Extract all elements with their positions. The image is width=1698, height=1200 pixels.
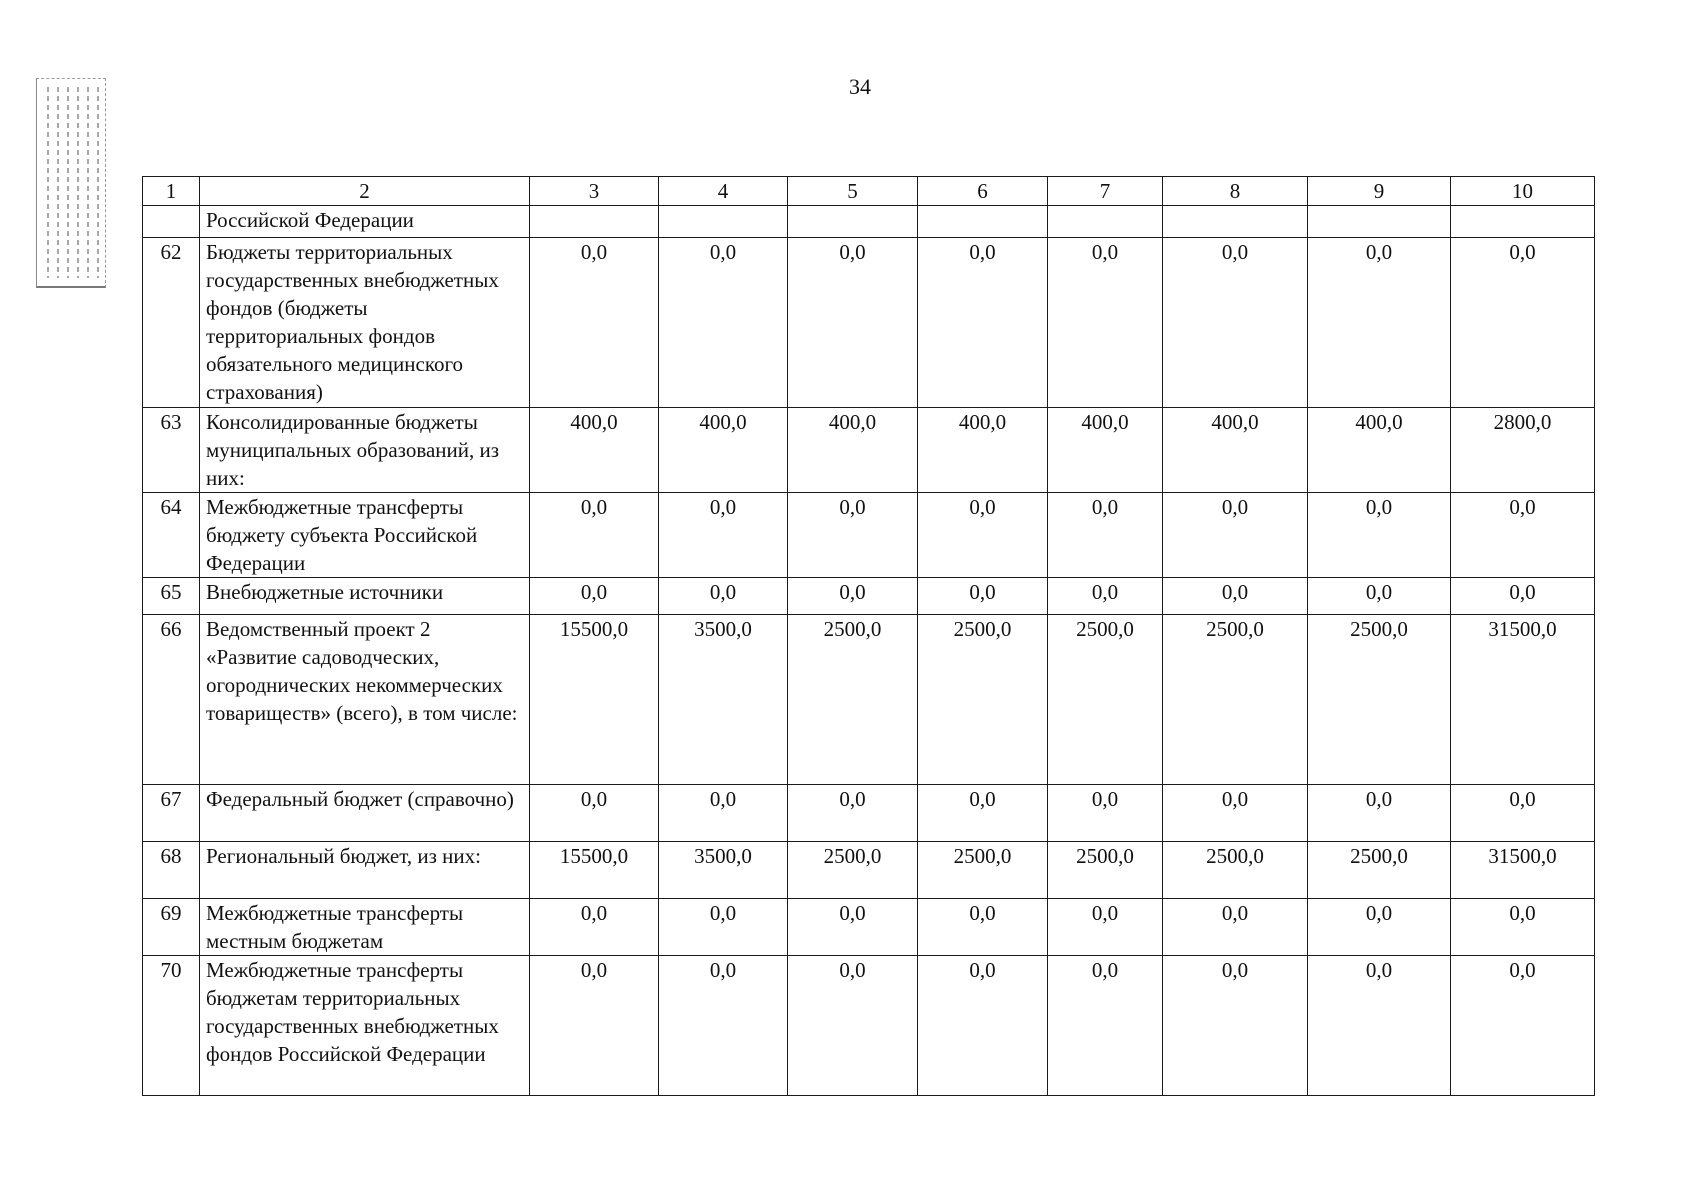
value-cell: 0,0	[918, 785, 1048, 842]
row-name: Федеральный бюджет (справочно)	[200, 785, 530, 842]
value-cell: 0,0	[530, 493, 659, 578]
value-cell: 2500,0	[1048, 842, 1163, 899]
value-cell: 0,0	[918, 956, 1048, 1096]
value-cell: 2500,0	[1308, 615, 1451, 785]
table-row	[143, 206, 1595, 238]
row-name: Региональный бюджет, из них:	[200, 842, 530, 899]
column-header: 9	[1308, 177, 1451, 206]
value-cell: 0,0	[1163, 785, 1308, 842]
value-cell: 31500,0	[1451, 842, 1595, 899]
value-cell: 31500,0	[1451, 615, 1595, 785]
value-cell: 0,0	[659, 956, 788, 1096]
row-name: Межбюджетные трансферты бюджету субъекта Российской Федерации	[200, 493, 530, 578]
value-cell	[918, 206, 1048, 238]
value-cell: 2500,0	[788, 842, 918, 899]
value-cell: 0,0	[1048, 785, 1163, 842]
row-name: Бюджеты территориальных государственных внебюджетных фондов (бюджеты территориальных фондов обязательного медицинского страхования)	[200, 238, 530, 408]
column-header: 2	[200, 177, 530, 206]
value-cell: 2500,0	[1163, 842, 1308, 899]
value-cell: 0,0	[530, 578, 659, 615]
value-cell	[1163, 206, 1308, 238]
value-cell: 0,0	[788, 238, 918, 408]
value-cell: 0,0	[1451, 238, 1595, 408]
value-cell: 0,0	[1308, 493, 1451, 578]
value-cell: 0,0	[1163, 578, 1308, 615]
value-cell: 0,0	[530, 785, 659, 842]
value-cell: 0,0	[918, 493, 1048, 578]
value-cell: 0,0	[918, 578, 1048, 615]
value-cell: 400,0	[1163, 408, 1308, 493]
value-cell: 0,0	[1308, 238, 1451, 408]
column-header: 3	[530, 177, 659, 206]
table-row	[143, 956, 1595, 1096]
value-cell: 0,0	[1451, 493, 1595, 578]
value-cell: 400,0	[1048, 408, 1163, 493]
row-number: 68	[143, 842, 200, 899]
value-cell: 0,0	[788, 493, 918, 578]
value-cell: 0,0	[1048, 899, 1163, 956]
row-name: Ведомственный проект 2 «Развитие садоводческих, огороднических некоммерческих товариществ» (всего), в том числе:	[200, 615, 530, 785]
value-cell: 0,0	[530, 956, 659, 1096]
value-cell: 2800,0	[1451, 408, 1595, 493]
row-number: 64	[143, 493, 200, 578]
value-cell: 0,0	[1048, 238, 1163, 408]
value-cell: 15500,0	[530, 615, 659, 785]
value-cell: 0,0	[1048, 578, 1163, 615]
value-cell: 2500,0	[1163, 615, 1308, 785]
value-cell: 2500,0	[1048, 615, 1163, 785]
column-header: 7	[1048, 177, 1163, 206]
table-row	[143, 785, 1595, 842]
value-cell: 0,0	[659, 578, 788, 615]
table-row	[143, 408, 1595, 493]
value-cell: 0,0	[1451, 956, 1595, 1096]
value-cell: 0,0	[1163, 238, 1308, 408]
value-cell: 0,0	[1451, 899, 1595, 956]
value-cell: 0,0	[1163, 899, 1308, 956]
value-cell: 0,0	[1163, 956, 1308, 1096]
value-cell: 0,0	[1308, 578, 1451, 615]
row-number	[143, 206, 200, 238]
value-cell	[659, 206, 788, 238]
column-header: 6	[918, 177, 1048, 206]
value-cell	[1048, 206, 1163, 238]
value-cell: 0,0	[659, 785, 788, 842]
value-cell: 0,0	[788, 899, 918, 956]
budget-table	[142, 176, 1595, 1096]
value-cell: 0,0	[1048, 956, 1163, 1096]
value-cell: 0,0	[659, 493, 788, 578]
value-cell	[530, 206, 659, 238]
table-header-row	[143, 177, 1595, 206]
table-row	[143, 238, 1595, 408]
page-number: 34	[849, 74, 871, 99]
column-header: 10	[1451, 177, 1595, 206]
row-number: 62	[143, 238, 200, 408]
row-number: 63	[143, 408, 200, 493]
value-cell: 0,0	[659, 899, 788, 956]
row-name: Внебюджетные источники	[200, 578, 530, 615]
value-cell	[788, 206, 918, 238]
value-cell: 0,0	[1308, 956, 1451, 1096]
column-header: 1	[143, 177, 200, 206]
value-cell: 2500,0	[1308, 842, 1451, 899]
value-cell	[1308, 206, 1451, 238]
row-number: 65	[143, 578, 200, 615]
table-row	[143, 899, 1595, 956]
value-cell: 15500,0	[530, 842, 659, 899]
value-cell: 0,0	[659, 238, 788, 408]
value-cell: 0,0	[530, 899, 659, 956]
table-row	[143, 615, 1595, 785]
row-number: 69	[143, 899, 200, 956]
registration-stamp	[36, 78, 106, 288]
column-header: 4	[659, 177, 788, 206]
value-cell: 3500,0	[659, 842, 788, 899]
table-row	[143, 578, 1595, 615]
value-cell: 0,0	[1048, 493, 1163, 578]
row-number: 67	[143, 785, 200, 842]
value-cell: 2500,0	[788, 615, 918, 785]
row-name: Межбюджетные трансферты местным бюджетам	[200, 899, 530, 956]
value-cell: 0,0	[788, 785, 918, 842]
value-cell: 0,0	[1308, 899, 1451, 956]
value-cell: 0,0	[1451, 785, 1595, 842]
value-cell: 400,0	[788, 408, 918, 493]
row-name: Российской Федерации	[200, 206, 530, 238]
table-row	[143, 493, 1595, 578]
table-row	[143, 842, 1595, 899]
row-name: Межбюджетные трансферты бюджетам территориальных государственных внебюджетных фондов Российской Федерации	[200, 956, 530, 1096]
column-header: 8	[1163, 177, 1308, 206]
value-cell: 0,0	[530, 238, 659, 408]
value-cell: 2500,0	[918, 842, 1048, 899]
value-cell: 0,0	[788, 956, 918, 1096]
value-cell: 400,0	[1308, 408, 1451, 493]
value-cell: 400,0	[659, 408, 788, 493]
value-cell: 0,0	[1163, 493, 1308, 578]
value-cell: 0,0	[918, 899, 1048, 956]
value-cell: 0,0	[1451, 578, 1595, 615]
value-cell: 400,0	[530, 408, 659, 493]
value-cell: 400,0	[918, 408, 1048, 493]
value-cell: 0,0	[918, 238, 1048, 408]
row-number: 66	[143, 615, 200, 785]
column-header: 5	[788, 177, 918, 206]
value-cell: 0,0	[1308, 785, 1451, 842]
value-cell: 2500,0	[918, 615, 1048, 785]
row-name: Консолидированные бюджеты муниципальных образований, из них:	[200, 408, 530, 493]
value-cell: 0,0	[788, 578, 918, 615]
row-number: 70	[143, 956, 200, 1096]
value-cell	[1451, 206, 1595, 238]
value-cell: 3500,0	[659, 615, 788, 785]
